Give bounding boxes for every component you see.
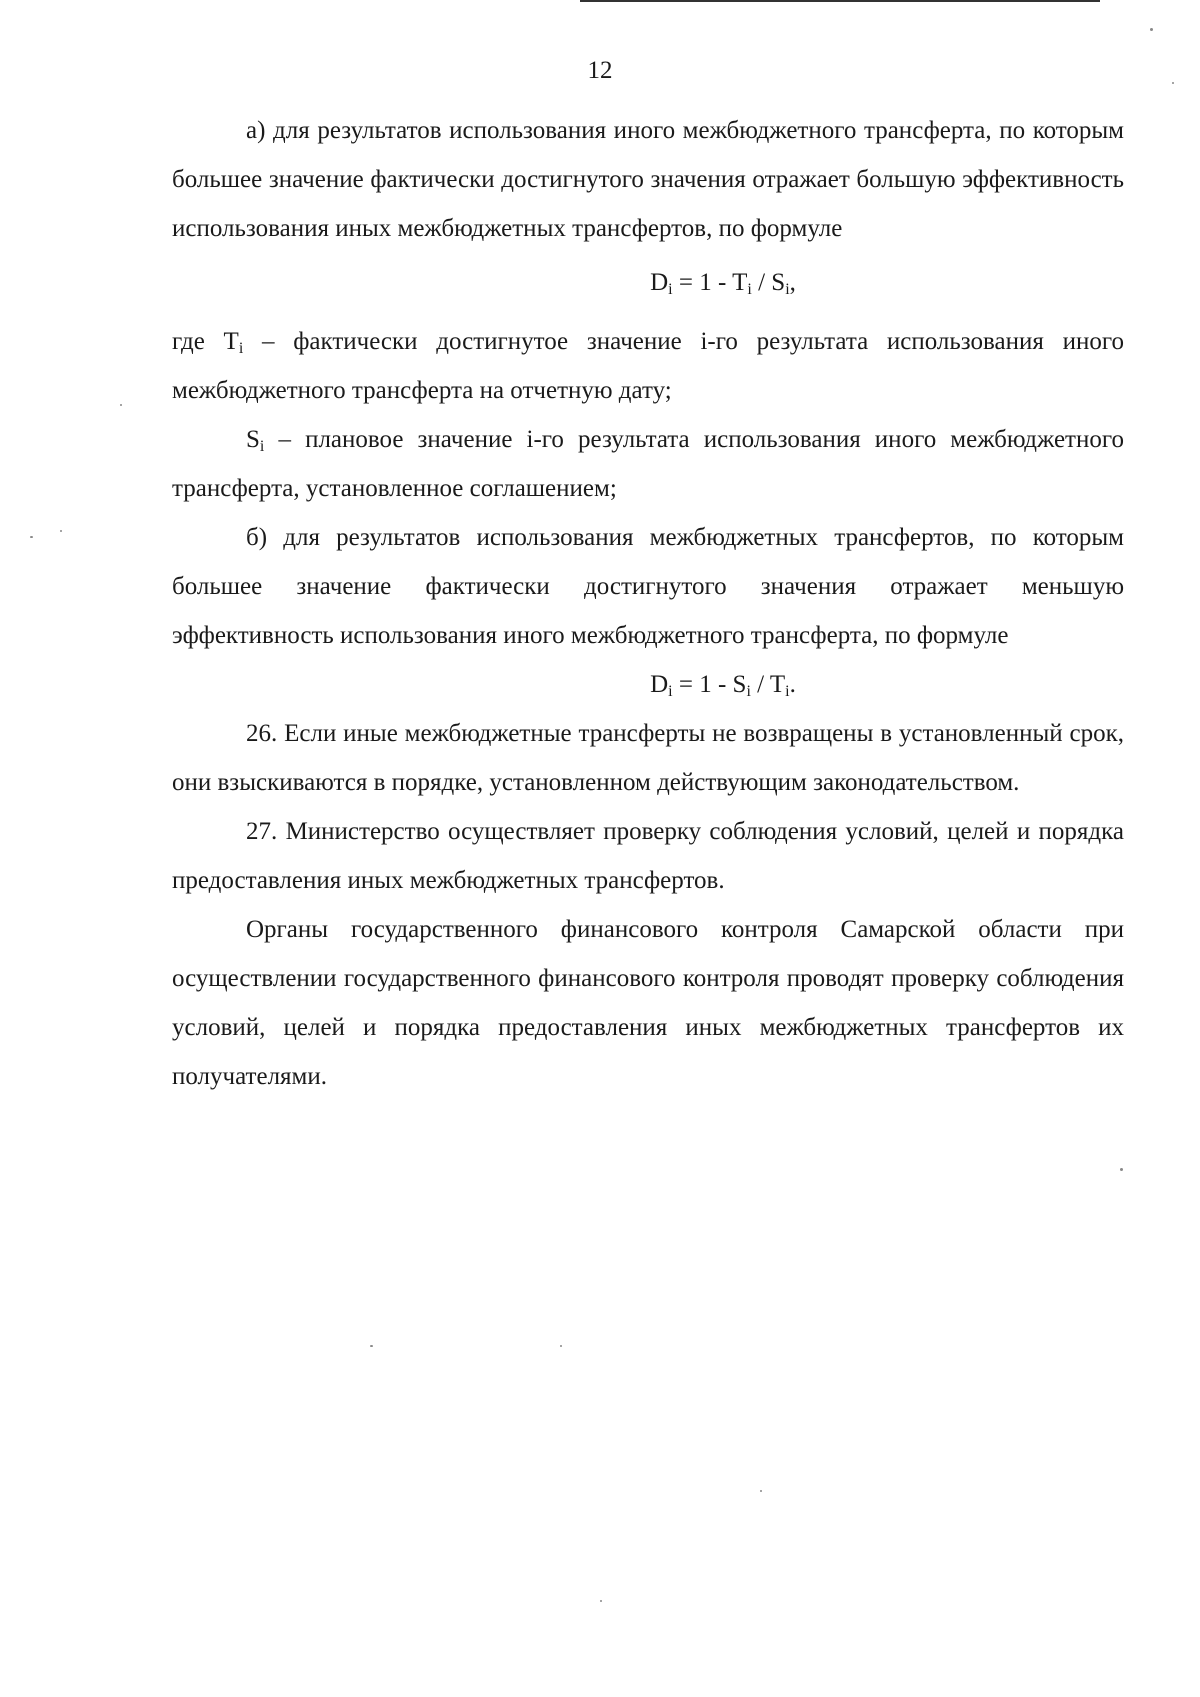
- formula-2-lhs-sub: i: [668, 683, 673, 700]
- formula-2-mid: = 1 - S: [672, 671, 747, 698]
- paragraph-control: Органы государственного финансового контроля Самарской области при осуществлении государственного финансового контроля проводят проверку соблюдения условий, целей и порядка предоставления иных межбюджетных трансфертов их получателями.: [172, 916, 1124, 1090]
- where-t-text: – фактически достигнутое значение i-го результата использования иного межбюджетного трансферта на отчетную дату;: [172, 328, 1124, 404]
- scan-speck: [600, 1600, 602, 1602]
- paragraph-item-27: 27. Министерство осуществляет проверку соблюдения условий, целей и порядка предоставления иных межбюджетных трансфертов.: [172, 818, 1124, 894]
- scan-speck: [30, 536, 33, 538]
- formula-1-tail: ,: [789, 269, 796, 296]
- paragraph-item-26: 26. Если иные межбюджетные трансферты не возвращены в установленный срок, они взыскиваются в порядке, установленном действующим законодательством.: [172, 720, 1124, 796]
- top-border-line: [580, 0, 1100, 2]
- paragraph-item-b: б) для результатов использования межбюджетных трансфертов, по которым большее значение фактически достигнутого значения отражает меньшую эффективность использования иного межбюджетного трансферта, по формуле: [172, 524, 1124, 649]
- formula-2-mid-sub: i: [746, 683, 751, 700]
- scan-speck: [60, 530, 62, 532]
- formula-2-slash: / T: [750, 671, 786, 698]
- where-s-sub: i: [259, 438, 265, 455]
- formula-1-lhs: D: [650, 269, 669, 296]
- paragraph-where-s: [172, 415, 1124, 513]
- formula-1-end-sub: i: [785, 281, 790, 298]
- formula-1-lhs-sub: i: [668, 281, 673, 298]
- formula-1: [172, 258, 1124, 307]
- scan-speck: [560, 1345, 562, 1347]
- formula-2: [172, 660, 1124, 709]
- where-s-text: – плановое значение i-го результата использования иного межбюджетного трансферта, установленное соглашением;: [172, 426, 1124, 502]
- scan-speck: [1120, 1168, 1123, 1171]
- where-s-prefix: S: [246, 426, 260, 453]
- scan-speck: [1150, 28, 1153, 31]
- scan-speck: [370, 1345, 373, 1347]
- document-body: [172, 106, 1124, 1101]
- paragraph-item-a: а) для результатов использования иного межбюджетного трансферта, по которым большее значение фактически достигнутого значения отражает большую эффективность использования иных межбюджетных трансфертов, по формуле: [172, 117, 1124, 242]
- formula-1-mid-sub: i: [747, 281, 752, 298]
- where-t-prefix: где T: [172, 328, 239, 355]
- paragraph-where-t: [172, 317, 1124, 415]
- formula-1-slash: / S: [751, 269, 786, 296]
- scan-speck: [1172, 82, 1174, 84]
- formula-2-tail: .: [789, 671, 796, 698]
- formula-1-mid: = 1 - T: [672, 269, 748, 296]
- formula-2-end-sub: i: [785, 683, 790, 700]
- scan-speck: [760, 1490, 762, 1492]
- scan-speck: [120, 404, 122, 406]
- page-number: 12: [587, 57, 613, 84]
- formula-2-lhs: D: [650, 671, 669, 698]
- where-t-sub: i: [238, 340, 244, 357]
